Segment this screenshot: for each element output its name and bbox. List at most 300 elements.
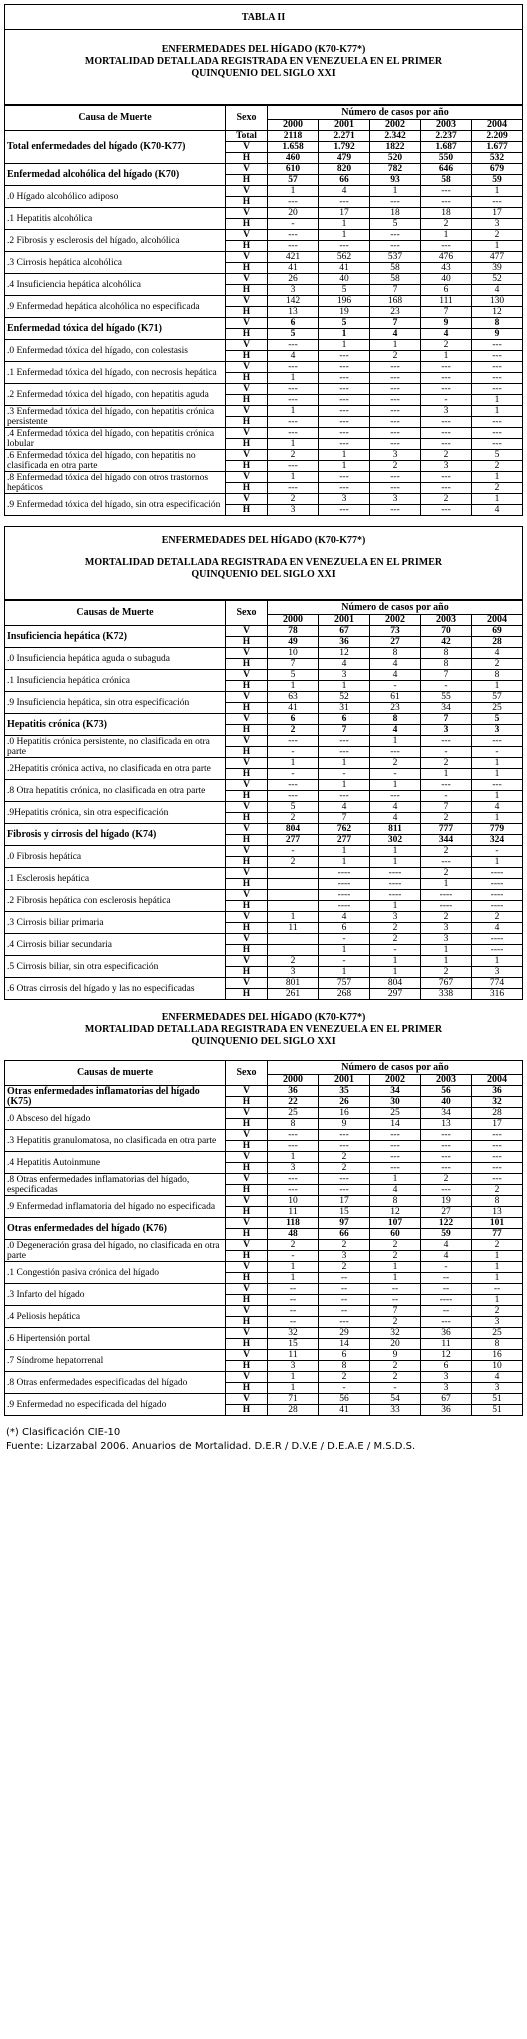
value-cell: 56 — [319, 1394, 370, 1405]
section-1-header — [4, 29, 523, 105]
sex-cell: V — [226, 1240, 268, 1251]
sex-cell: V — [226, 1394, 268, 1405]
value-cell: 97 — [319, 1218, 370, 1229]
section-2-table — [4, 600, 523, 1000]
value-cell: 8 — [421, 659, 472, 670]
value-cell: 19 — [421, 1196, 472, 1207]
value-cell: 2.342 — [370, 131, 421, 142]
value-cell: 10 — [268, 648, 319, 659]
value-cell: --- — [370, 406, 421, 417]
value-cell: --- — [268, 736, 319, 747]
col-cause-header: Causa de Muerte — [5, 106, 226, 131]
value-cell: -- — [421, 1284, 472, 1295]
value-cell: --- — [319, 439, 370, 450]
sex-cell: V — [226, 208, 268, 219]
table-row — [5, 890, 523, 901]
cause-name: .4 Enfermedad tóxica del hígado, con hepatitis crónica lobular — [5, 428, 226, 450]
value-cell: 26 — [319, 1097, 370, 1108]
section-1-table — [4, 105, 523, 516]
table-row — [5, 1108, 523, 1119]
cause-name: .8 Otras enfermedades especificadas del hígado — [5, 1372, 226, 1394]
sex-cell: V — [226, 846, 268, 857]
value-cell: --- — [370, 395, 421, 406]
value-cell: --- — [268, 384, 319, 395]
cause-name: .8 Otra hepatitis crónica, no clasificada en otra parte — [5, 780, 226, 802]
value-cell: 7 — [319, 813, 370, 824]
table-header-row — [5, 106, 523, 120]
value-cell: 111 — [421, 296, 472, 307]
value-cell: --- — [370, 1152, 421, 1163]
value-cell: -- — [370, 1284, 421, 1295]
value-cell: 2 — [370, 1240, 421, 1251]
value-cell: 9 — [421, 318, 472, 329]
value-cell: 7 — [370, 318, 421, 329]
sex-cell: V — [226, 362, 268, 373]
value-cell: 17 — [319, 1196, 370, 1207]
table-row — [5, 340, 523, 351]
value-cell: 1 — [268, 439, 319, 450]
value-cell: 3 — [421, 1372, 472, 1383]
sex-cell: V — [226, 692, 268, 703]
sex-cell: V — [226, 934, 268, 945]
value-cell: 12 — [421, 1350, 472, 1361]
cause-name: .8 Enfermedad tóxica del hígado con otros trastornos hepáticos — [5, 472, 226, 494]
value-cell: 71 — [268, 1394, 319, 1405]
value-cell: --- — [421, 736, 472, 747]
value-cell: --- — [472, 197, 523, 208]
value-cell: 130 — [472, 296, 523, 307]
sex-cell: H — [226, 791, 268, 802]
cause-name: .6 Enfermedad tóxica del hígado, con hepatitis no clasificada en otra parte — [5, 450, 226, 472]
table-row — [5, 934, 523, 945]
sex-cell: H — [226, 879, 268, 890]
value-cell: - — [421, 395, 472, 406]
value-cell: 779 — [472, 824, 523, 835]
value-cell: 4 — [268, 351, 319, 362]
value-cell: --- — [319, 373, 370, 384]
value-cell: 23 — [370, 703, 421, 714]
sex-cell: H — [226, 901, 268, 912]
value-cell: 679 — [472, 164, 523, 175]
value-cell: --- — [268, 1141, 319, 1152]
table-row — [5, 956, 523, 967]
sex-cell: H — [226, 747, 268, 758]
value-cell: 2 — [319, 1262, 370, 1273]
table-row — [5, 978, 523, 989]
year-header: 2004 — [472, 615, 523, 626]
table-row — [5, 186, 523, 197]
value-cell: - — [421, 791, 472, 802]
sex-cell: V — [226, 318, 268, 329]
value-cell: - — [472, 846, 523, 857]
value-cell: 3 — [268, 967, 319, 978]
value-cell: 2 — [421, 1174, 472, 1185]
value-cell: --- — [421, 1163, 472, 1174]
value-cell: 1.792 — [319, 142, 370, 153]
cause-name: .3 Cirrosis hepática alcohólica — [5, 252, 226, 274]
sex-cell: H — [226, 219, 268, 230]
value-cell: --- — [421, 362, 472, 373]
value-cell: 2.271 — [319, 131, 370, 142]
table-row — [5, 1196, 523, 1207]
value-cell: 2 — [370, 461, 421, 472]
value-cell: 7 — [421, 307, 472, 318]
value-cell: 93 — [370, 175, 421, 186]
value-cell: 196 — [319, 296, 370, 307]
table-row — [5, 714, 523, 725]
section-3-table — [4, 1060, 523, 1416]
value-cell: --- — [421, 1141, 472, 1152]
value-cell: 1.658 — [268, 142, 319, 153]
value-cell: 562 — [319, 252, 370, 263]
value-cell: 16 — [319, 1108, 370, 1119]
value-cell: --- — [370, 197, 421, 208]
sex-cell: V — [226, 978, 268, 989]
table-label: TABLA II — [4, 4, 523, 29]
value-cell: --- — [268, 1174, 319, 1185]
value-cell: 1 — [472, 494, 523, 505]
sex-cell: V — [226, 626, 268, 637]
value-cell: 18 — [370, 208, 421, 219]
value-cell: 2 — [472, 1306, 523, 1317]
cause-name: .9 Enfermedad inflamatoria del hígado no especificada — [5, 1196, 226, 1218]
value-cell: 1 — [268, 406, 319, 417]
sex-cell: H — [226, 395, 268, 406]
sex-cell: H — [226, 1097, 268, 1108]
year-header: 2000 — [268, 1075, 319, 1086]
value-cell: --- — [268, 395, 319, 406]
value-cell: 1 — [472, 186, 523, 197]
value-cell: 2 — [268, 450, 319, 461]
value-cell: 66 — [319, 175, 370, 186]
value-cell: 1 — [472, 956, 523, 967]
value-cell: 57 — [472, 692, 523, 703]
value-cell: 8 — [268, 1119, 319, 1130]
value-cell: 316 — [472, 989, 523, 1000]
value-cell: -- — [319, 1284, 370, 1295]
cause-name: .4 Cirrosis biliar secundaria — [5, 934, 226, 956]
table-row — [5, 1306, 523, 1317]
value-cell: 1 — [421, 956, 472, 967]
table-row — [5, 1240, 523, 1251]
value-cell: - — [370, 769, 421, 780]
value-cell: 78 — [268, 626, 319, 637]
value-cell — [268, 890, 319, 901]
value-cell: 70 — [421, 626, 472, 637]
value-cell: 7 — [370, 285, 421, 296]
sex-cell: H — [226, 1141, 268, 1152]
value-cell: 8 — [472, 670, 523, 681]
value-cell: - — [370, 1383, 421, 1394]
value-cell: 35 — [319, 1086, 370, 1097]
value-cell: 1.687 — [421, 142, 472, 153]
cause-name: .0 Enfermedad tóxica del hígado, con colestasis — [5, 340, 226, 362]
value-cell: 1 — [370, 186, 421, 197]
cause-name: .2 Enfermedad tóxica del hígado, con hepatitis aguda — [5, 384, 226, 406]
value-cell: --- — [370, 230, 421, 241]
value-cell: 1 — [370, 1273, 421, 1284]
value-cell: -- — [319, 1306, 370, 1317]
cause-name: Total enfermedades del hígado (K70-K77) — [5, 131, 226, 164]
sex-cell: H — [226, 1119, 268, 1130]
sex-cell: V — [226, 868, 268, 879]
value-cell: 1 — [472, 813, 523, 824]
value-cell: 421 — [268, 252, 319, 263]
value-cell: --- — [319, 1174, 370, 1185]
value-cell: 5 — [472, 714, 523, 725]
value-cell: 537 — [370, 252, 421, 263]
value-cell: ---- — [421, 1295, 472, 1306]
table-row — [5, 648, 523, 659]
sex-cell: V — [226, 1086, 268, 1097]
value-cell: 2 — [370, 1251, 421, 1262]
value-cell: 9 — [370, 1350, 421, 1361]
value-cell: 22 — [268, 1097, 319, 1108]
value-cell: --- — [319, 483, 370, 494]
value-cell: 32 — [472, 1097, 523, 1108]
table-row — [5, 472, 523, 483]
value-cell: - — [268, 769, 319, 780]
value-cell: 820 — [319, 164, 370, 175]
value-cell: 23 — [370, 307, 421, 318]
value-cell: 757 — [319, 978, 370, 989]
value-cell: 4 — [319, 186, 370, 197]
value-cell: 6 — [319, 714, 370, 725]
value-cell: --- — [472, 439, 523, 450]
sex-cell: V — [226, 670, 268, 681]
value-cell: 1 — [319, 461, 370, 472]
value-cell: 1 — [421, 769, 472, 780]
value-cell: --- — [472, 1141, 523, 1152]
value-cell: 13 — [472, 1207, 523, 1218]
value-cell: ---- — [421, 890, 472, 901]
value-cell: --- — [472, 1130, 523, 1141]
value-cell: 2 — [421, 868, 472, 879]
cause-name: Otras enfermedades del hígado (K76) — [5, 1218, 226, 1240]
value-cell: 1 — [472, 681, 523, 692]
value-cell: 2 — [472, 230, 523, 241]
value-cell: 57 — [268, 175, 319, 186]
value-cell: --- — [472, 1174, 523, 1185]
value-cell: 41 — [319, 263, 370, 274]
value-cell: 1 — [268, 912, 319, 923]
table-row — [5, 846, 523, 857]
value-cell: 11 — [421, 1339, 472, 1350]
value-cell: 767 — [421, 978, 472, 989]
cause-name: .2 Fibrosis y esclerosis del hígado, alcohólica — [5, 230, 226, 252]
value-cell: 1 — [370, 967, 421, 978]
table-row — [5, 1372, 523, 1383]
value-cell: 49 — [268, 637, 319, 648]
value-cell: 27 — [421, 1207, 472, 1218]
value-cell: --- — [370, 505, 421, 516]
value-cell: 3 — [370, 912, 421, 923]
value-cell: 5 — [268, 329, 319, 340]
value-cell: 338 — [421, 989, 472, 1000]
value-cell: --- — [370, 472, 421, 483]
value-cell: 40 — [421, 1097, 472, 1108]
table-row — [5, 296, 523, 307]
value-cell: 3 — [268, 1361, 319, 1372]
sex-cell: H — [226, 1251, 268, 1262]
value-cell: - — [472, 747, 523, 758]
value-cell: 2 — [421, 450, 472, 461]
sex-cell: V — [226, 1218, 268, 1229]
document — [4, 4, 523, 1454]
value-cell: 20 — [370, 1339, 421, 1350]
value-cell: ---- — [472, 890, 523, 901]
value-cell: 6 — [268, 318, 319, 329]
value-cell: 2 — [319, 1163, 370, 1174]
sex-cell: H — [226, 967, 268, 978]
value-cell: --- — [421, 373, 472, 384]
value-cell: - — [319, 956, 370, 967]
value-cell: --- — [421, 472, 472, 483]
table-row — [5, 1394, 523, 1405]
value-cell: --- — [268, 780, 319, 791]
value-cell: 2.209 — [472, 131, 523, 142]
value-cell: -- — [421, 1273, 472, 1284]
value-cell: 41 — [319, 1405, 370, 1416]
sex-cell: H — [226, 681, 268, 692]
value-cell: 2 — [370, 923, 421, 934]
value-cell: 1 — [370, 956, 421, 967]
value-cell: 168 — [370, 296, 421, 307]
value-cell: 25 — [472, 1328, 523, 1339]
value-cell: --- — [268, 340, 319, 351]
value-cell: 67 — [319, 626, 370, 637]
value-cell: 1 — [370, 736, 421, 747]
sex-cell: H — [226, 769, 268, 780]
table-header-row — [5, 1061, 523, 1075]
cause-name: .9 Enfermedad hepática alcohólica no especificada — [5, 296, 226, 318]
sex-cell: V — [226, 1262, 268, 1273]
value-cell — [268, 868, 319, 879]
value-cell: 1 — [268, 1372, 319, 1383]
value-cell: --- — [421, 197, 472, 208]
value-cell: - — [268, 1251, 319, 1262]
sex-cell: H — [226, 1273, 268, 1284]
value-cell: 5 — [472, 450, 523, 461]
value-cell: 1 — [319, 340, 370, 351]
value-cell: ---- — [319, 890, 370, 901]
sex-cell: V — [226, 802, 268, 813]
value-cell: 59 — [472, 175, 523, 186]
section-2-title: ENFERMEDADES DEL HÍGADO (K70-K77*) — [161, 535, 366, 546]
cause-name: .3 Hepatitis granulomatosa, no clasificada en otra parte — [5, 1130, 226, 1152]
value-cell: --- — [421, 1185, 472, 1196]
sex-cell: H — [226, 175, 268, 186]
value-cell — [268, 934, 319, 945]
value-cell: 11 — [268, 923, 319, 934]
value-cell: 550 — [421, 153, 472, 164]
year-header: 2003 — [421, 1075, 472, 1086]
value-cell: --- — [472, 362, 523, 373]
value-cell: 58 — [370, 263, 421, 274]
value-cell: 1 — [421, 351, 472, 362]
value-cell: 297 — [370, 989, 421, 1000]
value-cell: 5 — [268, 670, 319, 681]
value-cell: 2 — [472, 483, 523, 494]
value-cell: -- — [268, 1317, 319, 1328]
value-cell: 4 — [472, 505, 523, 516]
value-cell: 804 — [370, 978, 421, 989]
value-cell: 1 — [370, 901, 421, 912]
cause-name: .1 Esclerosis hepática — [5, 868, 226, 890]
value-cell: 2 — [319, 1372, 370, 1383]
value-cell: 66 — [319, 1229, 370, 1240]
cause-name: Fibrosis y cirrosis del hígado (K74) — [5, 824, 226, 846]
value-cell: 1.677 — [472, 142, 523, 153]
value-cell: 2 — [319, 1240, 370, 1251]
value-cell: -- — [268, 1295, 319, 1306]
table-row — [5, 780, 523, 791]
cause-name: .9 Enfermedad no especificada del hígado — [5, 1394, 226, 1416]
value-cell: 4 — [472, 1372, 523, 1383]
value-cell: 2 — [370, 758, 421, 769]
sex-cell: V — [226, 230, 268, 241]
value-cell: --- — [370, 1130, 421, 1141]
value-cell: 1 — [472, 1251, 523, 1262]
value-cell: - — [370, 945, 421, 956]
value-cell: 12 — [472, 307, 523, 318]
value-cell: --- — [370, 373, 421, 384]
sex-cell: H — [226, 637, 268, 648]
table-row — [5, 1284, 523, 1295]
value-cell: --- — [421, 241, 472, 252]
cause-name: .0 Fibrosis hepática — [5, 846, 226, 868]
value-cell: --- — [319, 351, 370, 362]
value-cell: 2118 — [268, 131, 319, 142]
sex-cell: V — [226, 1130, 268, 1141]
value-cell: --- — [472, 384, 523, 395]
value-cell: 479 — [319, 153, 370, 164]
value-cell: 12 — [370, 1207, 421, 1218]
value-cell: 3 — [370, 494, 421, 505]
cause-name: .5 Cirrosis biliar, sin otra especificación — [5, 956, 226, 978]
value-cell: 2 — [421, 846, 472, 857]
value-cell: 60 — [370, 1229, 421, 1240]
cause-name: .2 Fibrosis hepática con esclerosis hepática — [5, 890, 226, 912]
value-cell: 73 — [370, 626, 421, 637]
value-cell: --- — [319, 1185, 370, 1196]
value-cell: 17 — [472, 208, 523, 219]
value-cell: 19 — [319, 307, 370, 318]
value-cell: 41 — [268, 263, 319, 274]
value-cell: -- — [268, 1306, 319, 1317]
cause-name: .1 Enfermedad tóxica del hígado, con necrosis hepática — [5, 362, 226, 384]
section-3-header — [4, 1000, 523, 1060]
sex-cell: H — [226, 417, 268, 428]
cause-name: .6 Hipertensión portal — [5, 1328, 226, 1350]
value-cell: ---- — [421, 901, 472, 912]
cause-name: .2Hepatitis crónica activa, no clasificada en otra parte — [5, 758, 226, 780]
value-cell: 762 — [319, 824, 370, 835]
year-header: 2002 — [370, 120, 421, 131]
value-cell: 2 — [268, 725, 319, 736]
value-cell: ---- — [370, 868, 421, 879]
value-cell: 2 — [472, 659, 523, 670]
table-row — [5, 824, 523, 835]
value-cell: 1 — [421, 879, 472, 890]
value-cell: 7 — [268, 659, 319, 670]
value-cell: --- — [472, 736, 523, 747]
value-cell: 9 — [319, 1119, 370, 1130]
value-cell: --- — [370, 384, 421, 395]
value-cell: --- — [319, 472, 370, 483]
value-cell: 67 — [421, 1394, 472, 1405]
value-cell: 2 — [472, 461, 523, 472]
